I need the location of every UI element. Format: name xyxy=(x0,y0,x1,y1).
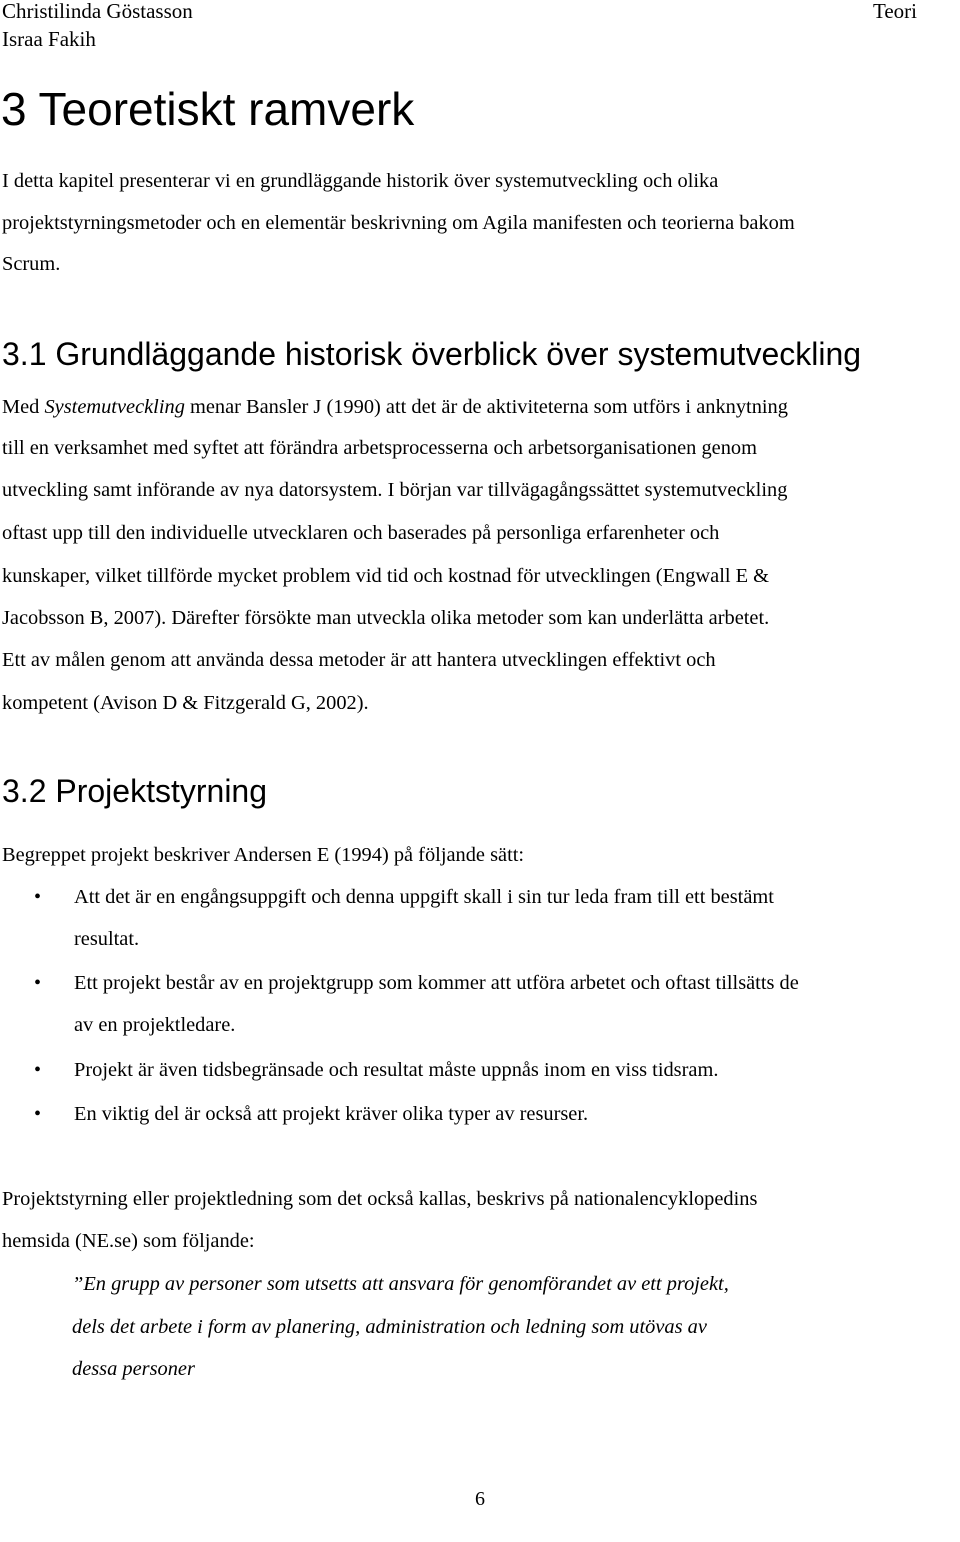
quote-line: ”En grupp av personer som utsetts att ansvara för genomförandet av ett projekt, xyxy=(72,1273,729,1295)
section-3-1-line: Jacobsson B, 2007). Därefter försökte man utveckla olika metoder som kan underlätta arbetet. xyxy=(2,607,770,629)
bullet-item-continuation: resultat. xyxy=(74,928,140,950)
section-3-1-line: kunskaper, vilket tillförde mycket problem vid tid och kostnad för utvecklingen (Engwall E & xyxy=(2,565,770,587)
section-3-1-line: Ett av målen genom att använda dessa metoder är att hantera utvecklingen effektivt och xyxy=(2,649,716,671)
section-3-1-line: oftast upp till den individuelle utvecklaren och baserades på personliga erfarenheter och xyxy=(2,522,720,544)
header-author-1: Christilinda Göstasson xyxy=(2,0,193,23)
intro-line: projektstyrningsmetoder och en elementär beskrivning om Agila manifesten och teorierna bakom xyxy=(2,212,795,234)
section-3-1-line: till en verksamhet med syftet att förändra arbetsprocesserna och arbetsorganisationen genom xyxy=(2,437,757,459)
bullet-item: Ett projekt består av en projektgrupp som kommer att utföra arbetet och oftast tillsätts de xyxy=(74,972,799,994)
text-run: Med xyxy=(2,396,45,418)
page-number: 6 xyxy=(475,1488,485,1510)
bullet-item: Att det är en engångsuppgift och denna uppgift skall i sin tur leda fram till ett bestämt xyxy=(74,886,774,908)
bullet-icon: • xyxy=(34,1103,42,1125)
section-3-2-para: hemsida (NE.se) som följande: xyxy=(2,1230,255,1252)
section-3-1-line: kompetent (Avison D & Fitzgerald G, 2002). xyxy=(2,692,369,714)
quote-line: dessa personer xyxy=(72,1358,195,1380)
bullet-icon: • xyxy=(34,1059,42,1081)
intro-line: I detta kapitel presenterar vi en grundläggande historik över systemutveckling och olika xyxy=(2,170,719,192)
bullet-item: En viktig del är också att projekt kräver olika typer av resurser. xyxy=(74,1103,589,1125)
header-author-2: Israa Fakih xyxy=(2,27,96,51)
section-3-1-title: 3.1 Grundläggande historisk överblick över systemutveckling xyxy=(2,336,862,372)
bullet-icon: • xyxy=(34,886,42,908)
section-3-1-line xyxy=(2,386,788,428)
quote-line: dels det arbete i form av planering, administration och ledning som utövas av xyxy=(72,1316,707,1338)
section-3-2-para: Projektstyrning eller projektledning som det också kallas, beskrivs på nationalencyklopedins xyxy=(2,1188,758,1210)
section-3-2-title: 3.2 Projektstyrning xyxy=(2,773,268,809)
section-3-2-lead: Begreppet projekt beskriver Andersen E (1994) på följande sätt: xyxy=(2,844,525,866)
intro-line: Scrum. xyxy=(2,253,61,275)
bullet-item-continuation: av en projektledare. xyxy=(74,1014,236,1036)
text-run: menar Bansler J (1990) att det är de aktiviteterna som utförs i anknytning xyxy=(184,396,788,418)
chapter-title: 3 Teoretiskt ramverk xyxy=(1,83,415,135)
bullet-item: Projekt är även tidsbegränsade och resultat måste uppnås inom en viss tidsram. xyxy=(74,1059,719,1081)
section-3-1-line: utveckling samt införande av nya datorsystem. I början var tillvägagångssättet systemutveckling xyxy=(2,479,788,501)
emphasis-systemutveckling: Systemutveckling xyxy=(44,396,185,418)
bullet-icon: • xyxy=(34,972,42,994)
header-section: Teori xyxy=(873,0,918,23)
